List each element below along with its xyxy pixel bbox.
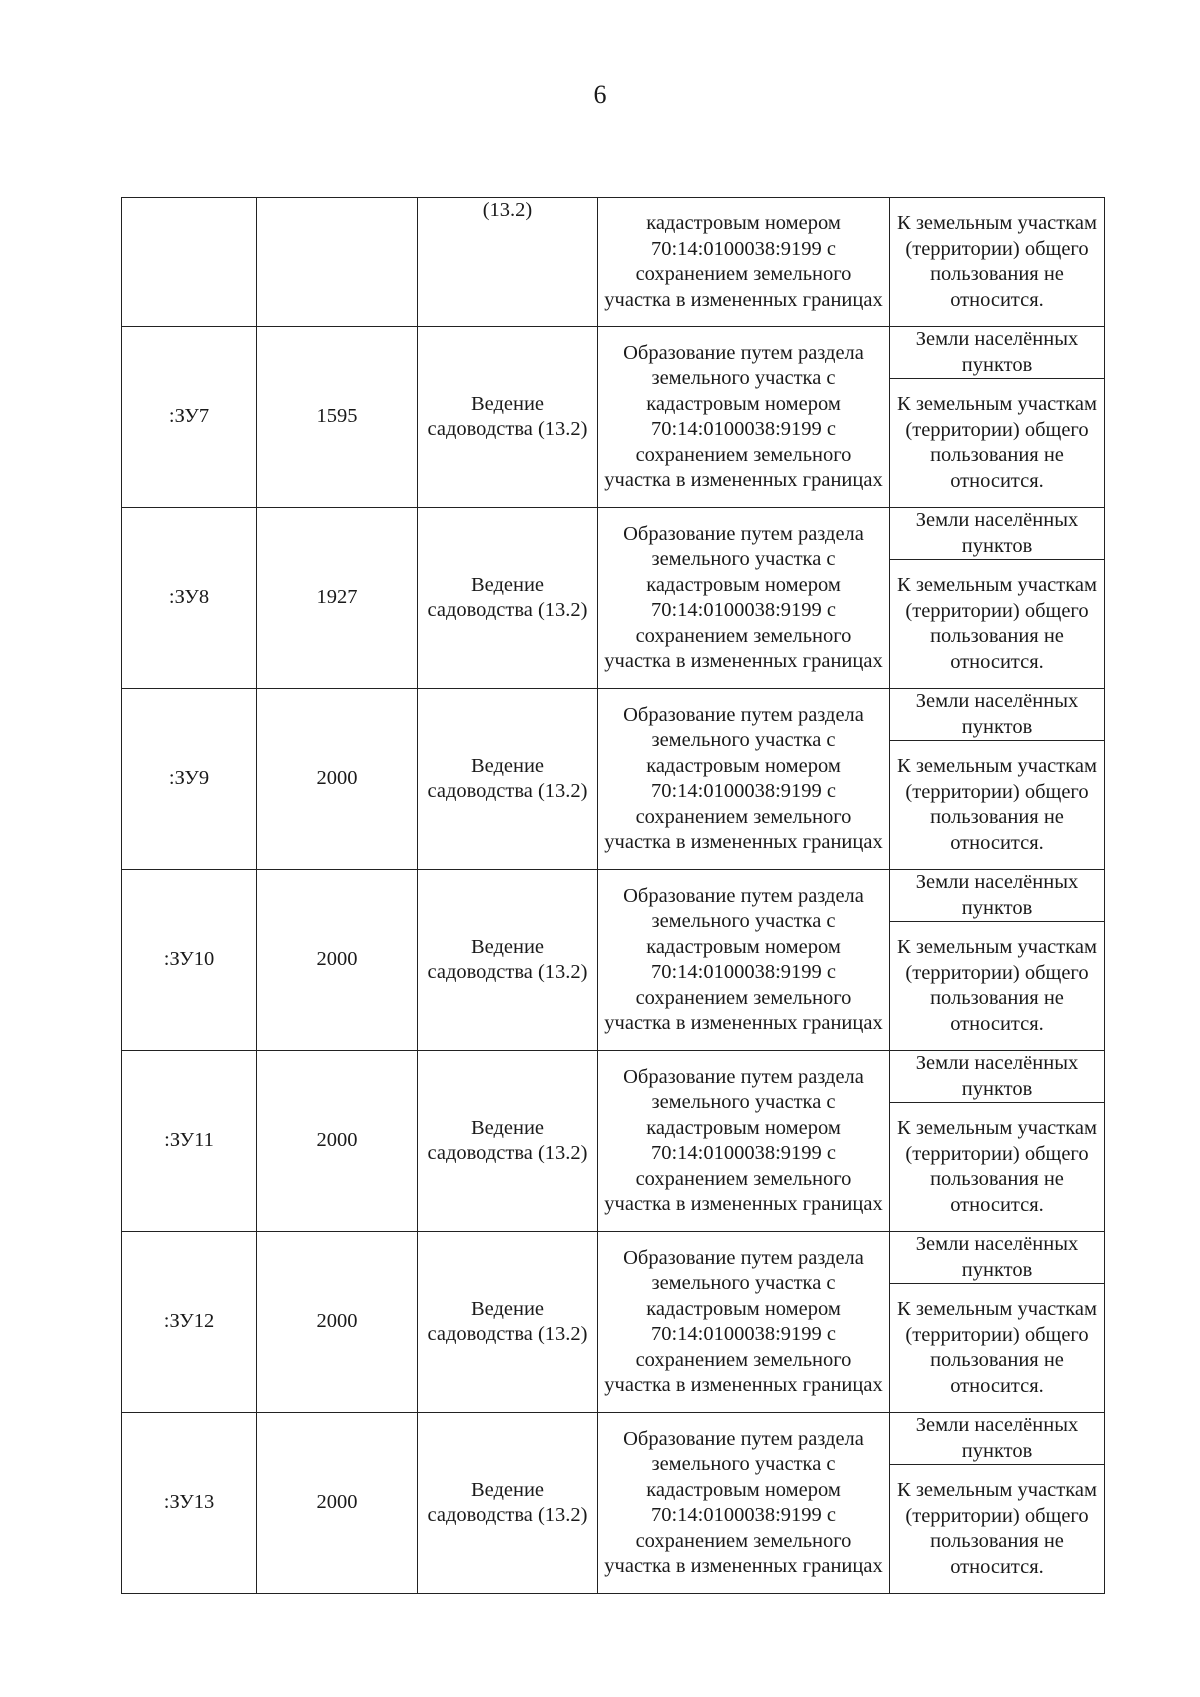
parcels-table xyxy=(121,197,1105,1594)
cell-land-category: Земли населённых пунктов xyxy=(890,870,1105,922)
parcels-table-body xyxy=(122,198,1105,1594)
cell-use-type: Ведение садоводства (13.2) xyxy=(418,870,598,1051)
cell-land-category: Земли населённых пунктов xyxy=(890,1051,1105,1103)
cell-area: 1927 xyxy=(257,508,418,689)
cell-area: 2000 xyxy=(257,1232,418,1413)
cell-formation: Образование путем раздела земельного участка с кадастровым номером 70:14:0100038:9199 с сохранением земельного участка в измененных границах xyxy=(598,508,890,689)
cell-formation: Образование путем раздела земельного участка с кадастровым номером 70:14:0100038:9199 с сохранением земельного участка в измененных границах xyxy=(598,1232,890,1413)
cell-formation: Образование путем раздела земельного участка с кадастровым номером 70:14:0100038:9199 с сохранением земельного участка в измененных границах xyxy=(598,327,890,508)
cell-formation: кадастровым номером 70:14:0100038:9199 с сохранением земельного участка в измененных границах xyxy=(598,198,890,327)
cell-area xyxy=(257,198,418,327)
cell-use-type: Ведение садоводства (13.2) xyxy=(418,327,598,508)
page-number: 6 xyxy=(593,80,607,109)
table-row xyxy=(122,870,1105,922)
cell-id: :ЗУ8 xyxy=(122,508,257,689)
table-row xyxy=(122,327,1105,379)
cell-use-type: Ведение садоводства (13.2) xyxy=(418,1232,598,1413)
cell-area: 2000 xyxy=(257,689,418,870)
cell-area: 1595 xyxy=(257,327,418,508)
cell-common-use: К земельным участкам (территории) общего пользования не относится. xyxy=(890,560,1105,689)
cell-area: 2000 xyxy=(257,1051,418,1232)
cell-id: :ЗУ7 xyxy=(122,327,257,508)
cell-common-use: К земельным участкам (территории) общего пользования не относится. xyxy=(890,1465,1105,1594)
cell-area: 2000 xyxy=(257,870,418,1051)
table-row xyxy=(122,689,1105,741)
cell-common-use: К земельным участкам (территории) общего пользования не относится. xyxy=(890,379,1105,508)
cell-land-category: Земли населённых пунктов xyxy=(890,327,1105,379)
cell-common-use: К земельным участкам (территории) общего пользования не относится. xyxy=(890,1103,1105,1232)
cell-use-type: Ведение садоводства (13.2) xyxy=(418,508,598,689)
cell-common-use: К земельным участкам (территории) общего пользования не относится. xyxy=(890,198,1105,327)
cell-land-category: Земли населённых пунктов xyxy=(890,1413,1105,1465)
cell-common-use: К земельным участкам (территории) общего пользования не относится. xyxy=(890,922,1105,1051)
cell-id: :ЗУ10 xyxy=(122,870,257,1051)
cell-use-type: Ведение садоводства (13.2) xyxy=(418,1413,598,1594)
cell-land-category: Земли населённых пунктов xyxy=(890,689,1105,741)
cell-use-type: Ведение садоводства (13.2) xyxy=(418,689,598,870)
cell-common-use: К земельным участкам (территории) общего пользования не относится. xyxy=(890,1284,1105,1413)
table-row-continuation xyxy=(122,198,1105,327)
cell-id xyxy=(122,198,257,327)
cell-area: 2000 xyxy=(257,1413,418,1594)
cell-id: :ЗУ13 xyxy=(122,1413,257,1594)
cell-use-type: (13.2) xyxy=(418,198,598,327)
table-row xyxy=(122,508,1105,560)
table-row xyxy=(122,1413,1105,1465)
cell-common-use: К земельным участкам (территории) общего пользования не относится. xyxy=(890,741,1105,870)
cell-use-type: Ведение садоводства (13.2) xyxy=(418,1051,598,1232)
table-row xyxy=(122,1232,1105,1284)
cell-formation: Образование путем раздела земельного участка с кадастровым номером 70:14:0100038:9199 с сохранением земельного участка в измененных границах xyxy=(598,870,890,1051)
cell-id: :ЗУ12 xyxy=(122,1232,257,1413)
cell-id: :ЗУ9 xyxy=(122,689,257,870)
cell-land-category: Земли населённых пунктов xyxy=(890,1232,1105,1284)
cell-id: :ЗУ11 xyxy=(122,1051,257,1232)
cell-land-category: Земли населённых пунктов xyxy=(890,508,1105,560)
cell-formation: Образование путем раздела земельного участка с кадастровым номером 70:14:0100038:9199 с сохранением земельного участка в измененных границах xyxy=(598,1413,890,1594)
table-row xyxy=(122,1051,1105,1103)
cell-formation: Образование путем раздела земельного участка с кадастровым номером 70:14:0100038:9199 с сохранением земельного участка в измененных границах xyxy=(598,1051,890,1232)
cell-formation: Образование путем раздела земельного участка с кадастровым номером 70:14:0100038:9199 с сохранением земельного участка в измененных границах xyxy=(598,689,890,870)
